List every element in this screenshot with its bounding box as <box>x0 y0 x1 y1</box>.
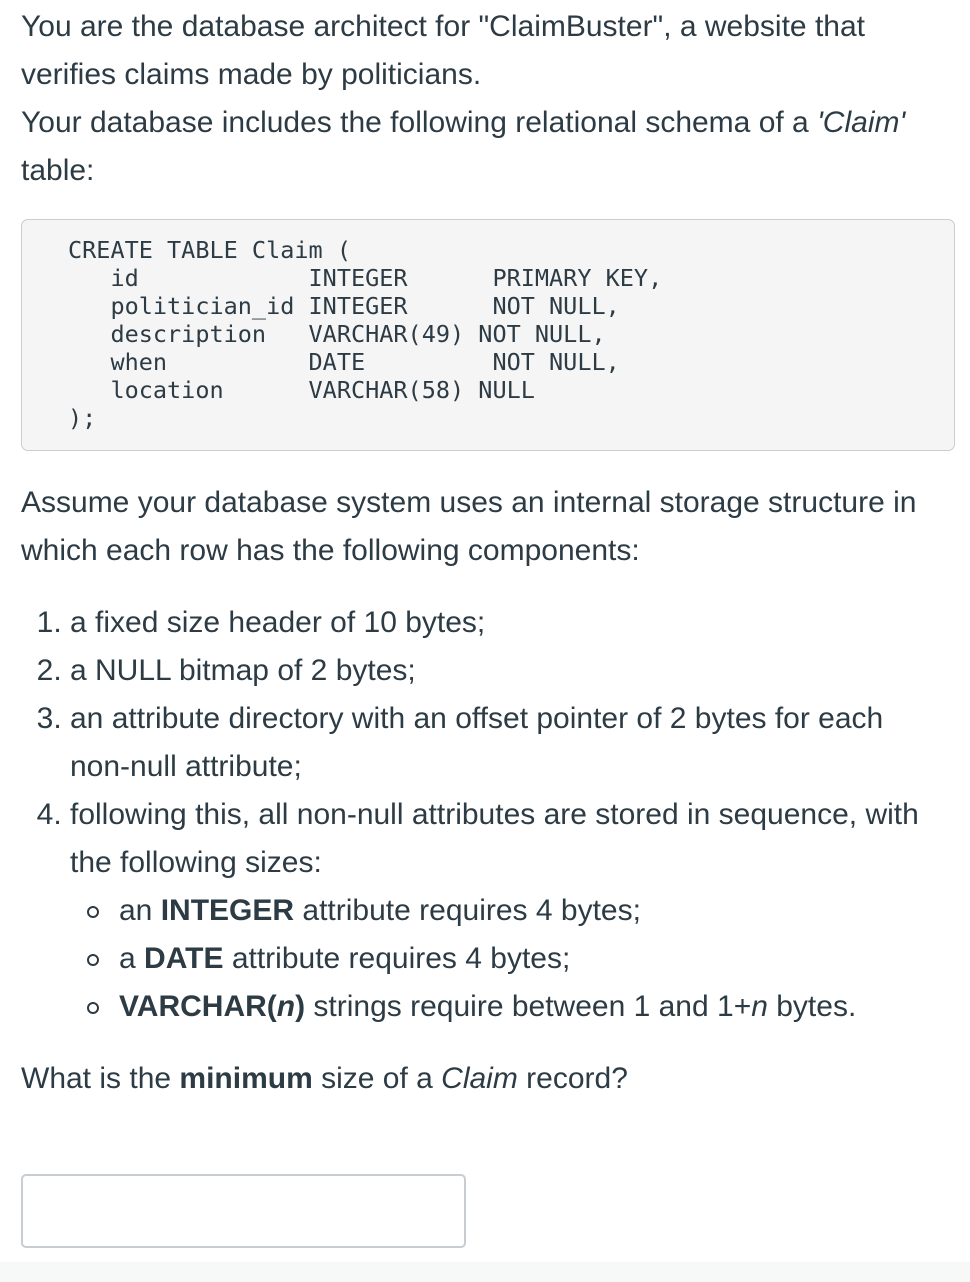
table-name: 'Claim' <box>817 106 906 139</box>
list-item: 1. a fixed size header of 10 bytes; <box>70 599 950 647</box>
create-table-statement: CREATE TABLE Claim ( id INTEGER PRIMARY KEY, politician_id INTEGER NOT NULL, description VARCHAR(49) NOT NULL, when DATE NOT NULL, location VARCHAR(58) NULL ); <box>68 236 663 432</box>
answer-input[interactable] <box>21 1174 466 1248</box>
size-text: an <box>119 894 161 927</box>
size-text: attribute requires 4 bytes; <box>294 894 641 927</box>
attribute-sizes-list <box>70 887 950 1031</box>
size-text: a <box>119 942 145 975</box>
question-table: Claim <box>441 1062 518 1095</box>
size-text: strings require between 1 and 1+ <box>305 990 752 1023</box>
size-type: INTEGER <box>160 894 295 927</box>
question-emphasis: minimum <box>179 1062 313 1095</box>
size-type-a: VARCHAR( <box>119 990 277 1023</box>
size-text: attribute requires 4 bytes; <box>223 942 571 975</box>
question-text <box>21 1055 628 1103</box>
size-type <box>119 990 305 1023</box>
list-item <box>119 935 950 983</box>
list-item <box>119 983 950 1031</box>
question-part: record? <box>517 1062 628 1095</box>
list-item-text: following this, all non-null attributes are stored in sequence, with the following sizes: <box>70 798 919 879</box>
storage-intro-paragraph: Assume your database system uses an internal storage structure in which each row has the following components: <box>21 486 917 567</box>
size-text: bytes. <box>767 990 857 1023</box>
list-item <box>70 791 950 1031</box>
schema-intro-paragraph <box>21 99 951 195</box>
intro-paragraph: You are the database architect for "ClaimBuster", a website that verifies claims made by politicians. <box>21 10 865 91</box>
size-type-b: ) <box>295 990 306 1023</box>
list-item <box>119 887 950 935</box>
question-part: What is the <box>21 1062 180 1095</box>
list-item: 3. an attribute directory with an offset pointer of 2 bytes for each non-null attribute; <box>70 695 950 791</box>
list-item: 2. a NULL bitmap of 2 bytes; <box>70 647 950 695</box>
schema-intro-text: Your database includes the following relational schema of a <box>21 106 818 139</box>
row-components-list <box>21 599 950 1031</box>
question-part: size of a <box>312 1062 442 1095</box>
size-type: DATE <box>144 942 224 975</box>
schema-intro-suffix: table: <box>21 154 95 187</box>
schema-code-block <box>21 219 955 451</box>
footer-band <box>0 1262 970 1282</box>
size-n: n <box>751 990 768 1023</box>
size-type-n: n <box>276 990 296 1023</box>
